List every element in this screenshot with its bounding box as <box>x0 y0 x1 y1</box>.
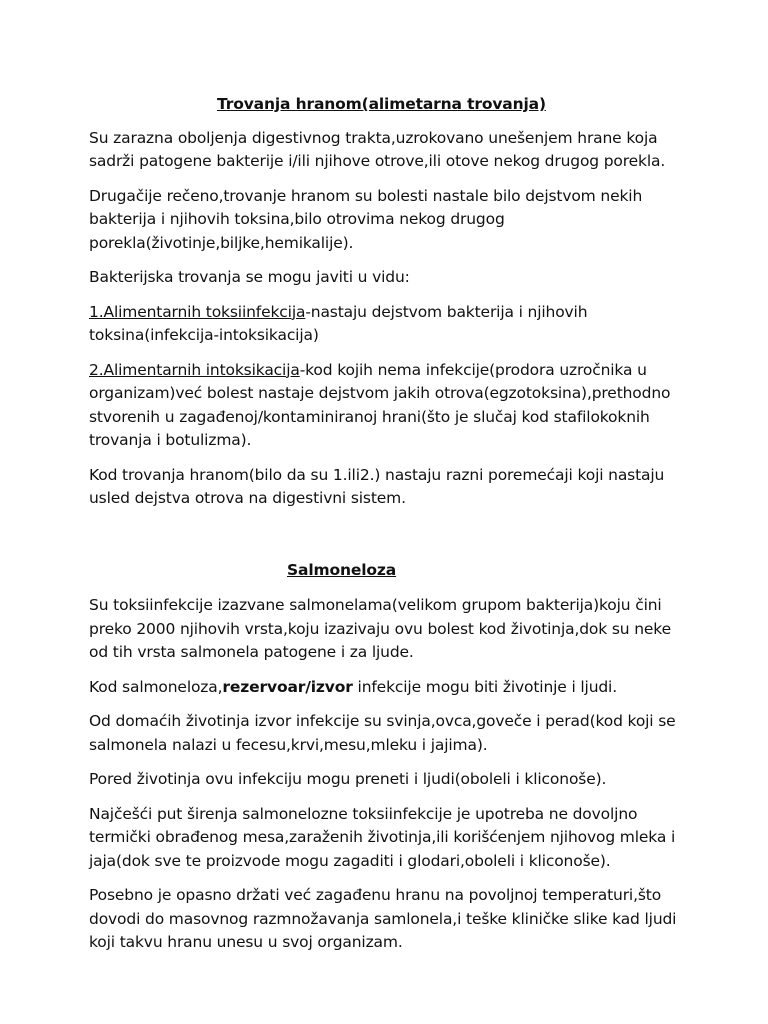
paragraph-alternative-definition: Drugačije rečeno,trovanje hranom su bolesti nastale bilo dejstvom nekih bakterija i njihovih toksina,bilo otrovima nekog drugog porekla(životinje,biljke,hemikalije). <box>89 186 643 252</box>
list-item-text: -kod kojih nema infekcije(prodora uzročnika u organizam)već bolest nastaje dejstvom jakih otrova(egzotoksina),prethodno stvorenih u zagađenoj/kontaminiranoj hrani(što je slučaj kod stafilokoknih trovanja i botulizma). <box>89 360 671 449</box>
list-item-toxiinfection <box>89 301 689 348</box>
document-body <box>89 93 689 966</box>
paragraph-danger: Posebno je opasno držati već zagađenu hranu na povoljnoj temperaturi,što dovodi do masovnog razmnožavanja samlonela,i teške kliničke slike kad ljudi koji takvu hranu unesu u svoj organizam. <box>89 886 677 951</box>
reservoir-text-after: infekcije mogu biti životinje i ljudi. <box>352 677 617 696</box>
paragraph-domestic-animals: Od domaćih životinja izvor infekcije su svinja,ovca,goveče i perad(kod koji se salmonela nalazi u fecesu,krvi,mesu,mleku i jajima). <box>89 712 676 754</box>
list-item-label: 1.Alimentarnih toksiinfekcija <box>89 302 306 321</box>
document-title: Trovanja hranom(alimetarna trovanja) <box>217 95 546 113</box>
paragraph-human-carriers: Pored životinja ovu infekciju mogu preneti i ljudi(oboleli i kliconoše). <box>89 770 607 788</box>
list-item-intoxication <box>89 359 689 453</box>
list-item-label: 2.Alimentarnih intoksikacija <box>89 360 300 379</box>
paragraph-transmission: Najčešći put širenja salmonelozne toksiinfekcije je upotreba ne dovoljno termički obrađenog mesa,zaraženih životinja,ili korišćenjem njihovog mleka i jaja(dok sve te proizvode mogu zagaditi i glodari,oboleli i kliconoše). <box>89 804 676 870</box>
list-item-text: -nastaju dejstvom bakterija i njihovih toksina(infekcija-intoksikacija) <box>89 302 588 344</box>
section-title-salmonellosis: Salmoneloza <box>287 560 397 579</box>
reservoir-bold: rezervoar/izvor <box>222 677 353 696</box>
paragraph-reservoir <box>89 676 689 700</box>
paragraph-bacterial-types-intro: Bakterijska trovanja se mogu javiti u vidu: <box>89 268 410 286</box>
paragraph-effects: Kod trovanja hranom(bilo da su 1.ili2.) nastaju razni poremećaji koji nastaju usled dejstva otrova na digestivni sistem. <box>89 465 665 507</box>
reservoir-text-before: Kod salmoneloza, <box>89 677 223 696</box>
paragraph-salmonella-definition: Su toksiinfekcije izazvane salmonelama(velikom grupom bakterija)koju čini preko 2000 njihovih vrsta,koju izazivaju ovu bolest kod životinja,dok su neke od tih vrsta salmonela patogene i za ljude. <box>89 596 671 661</box>
paragraph-definition: Su zarazna oboljenja digestivnog trakta,uzrokovano unešenjem hrane koja sadrži patogene bakterije i/ili njihove otrove,ili otove nekog drugog porekla. <box>89 128 666 170</box>
